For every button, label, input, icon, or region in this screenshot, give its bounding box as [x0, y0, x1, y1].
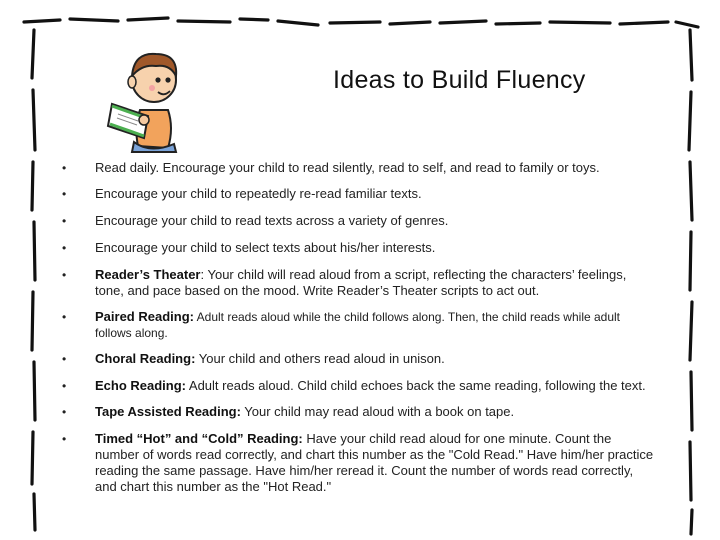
- bullet-icon: •: [62, 352, 67, 366]
- item-text: : Your child will read aloud from a script, reflecting the characters’ feelings, tone, and pace based on the mood. Write Reader’s Theater scripts to act out.: [95, 267, 627, 298]
- list-item: [58, 186, 658, 202]
- item-text: Your child and others read aloud in unison.: [195, 351, 445, 366]
- list-item: [58, 351, 658, 367]
- item-text: Encourage your child to repeatedly re-read familiar texts.: [95, 186, 422, 201]
- bullet-icon: •: [62, 310, 67, 324]
- item-text: Read daily. Encourage your child to read silently, read to self, and read to family or toys.: [95, 160, 600, 175]
- bullet-icon: •: [62, 405, 67, 419]
- list-item: [58, 240, 658, 256]
- item-text: Have your child read aloud for one minute. Count the number of words read correctly, and chart this number as the "Cold Read." Have him/her practice reading the same passage. Have him/her reread it. Count the number of words read correctly, and chart this number as the "Hot Read.": [95, 431, 654, 494]
- item-text: Encourage your child to read texts across a variety of genres.: [95, 213, 449, 228]
- item-term: Choral Reading:: [95, 351, 196, 366]
- reading-child-illustration: [104, 36, 190, 154]
- list-item: [58, 431, 658, 495]
- item-text: Adult reads aloud. Child child echoes back the same reading, following the text.: [186, 378, 646, 393]
- bullet-icon: •: [62, 379, 67, 393]
- bullet-icon: •: [62, 214, 67, 228]
- fluency-ideas-list: [58, 160, 658, 495]
- bullet-icon: •: [62, 268, 67, 282]
- item-term: Reader’s Theater: [95, 267, 201, 282]
- bullet-icon: •: [62, 187, 67, 201]
- list-item: [58, 160, 658, 176]
- item-term: Tape Assisted Reading:: [95, 404, 241, 419]
- item-term: Echo Reading:: [95, 378, 187, 393]
- bullet-icon: •: [62, 432, 67, 446]
- item-term: Timed “Hot” and “Cold” Reading:: [95, 431, 303, 446]
- list-item: [58, 267, 658, 299]
- list-item: [58, 378, 658, 394]
- list-item: [58, 309, 658, 341]
- bullet-icon: •: [62, 241, 67, 255]
- item-text: Your child may read aloud with a book on tape.: [240, 404, 515, 419]
- item-text: Adult reads aloud while the child follows along. Then, the child reads while adult follows along.: [95, 310, 621, 340]
- item-text: Encourage your child to select texts about his/her interests.: [95, 240, 436, 255]
- page-title: Ideas to Build Fluency: [333, 66, 586, 94]
- list-item: [58, 404, 658, 420]
- bullet-icon: •: [62, 161, 67, 175]
- item-term: Paired Reading:: [95, 309, 194, 324]
- list-item: [58, 213, 658, 229]
